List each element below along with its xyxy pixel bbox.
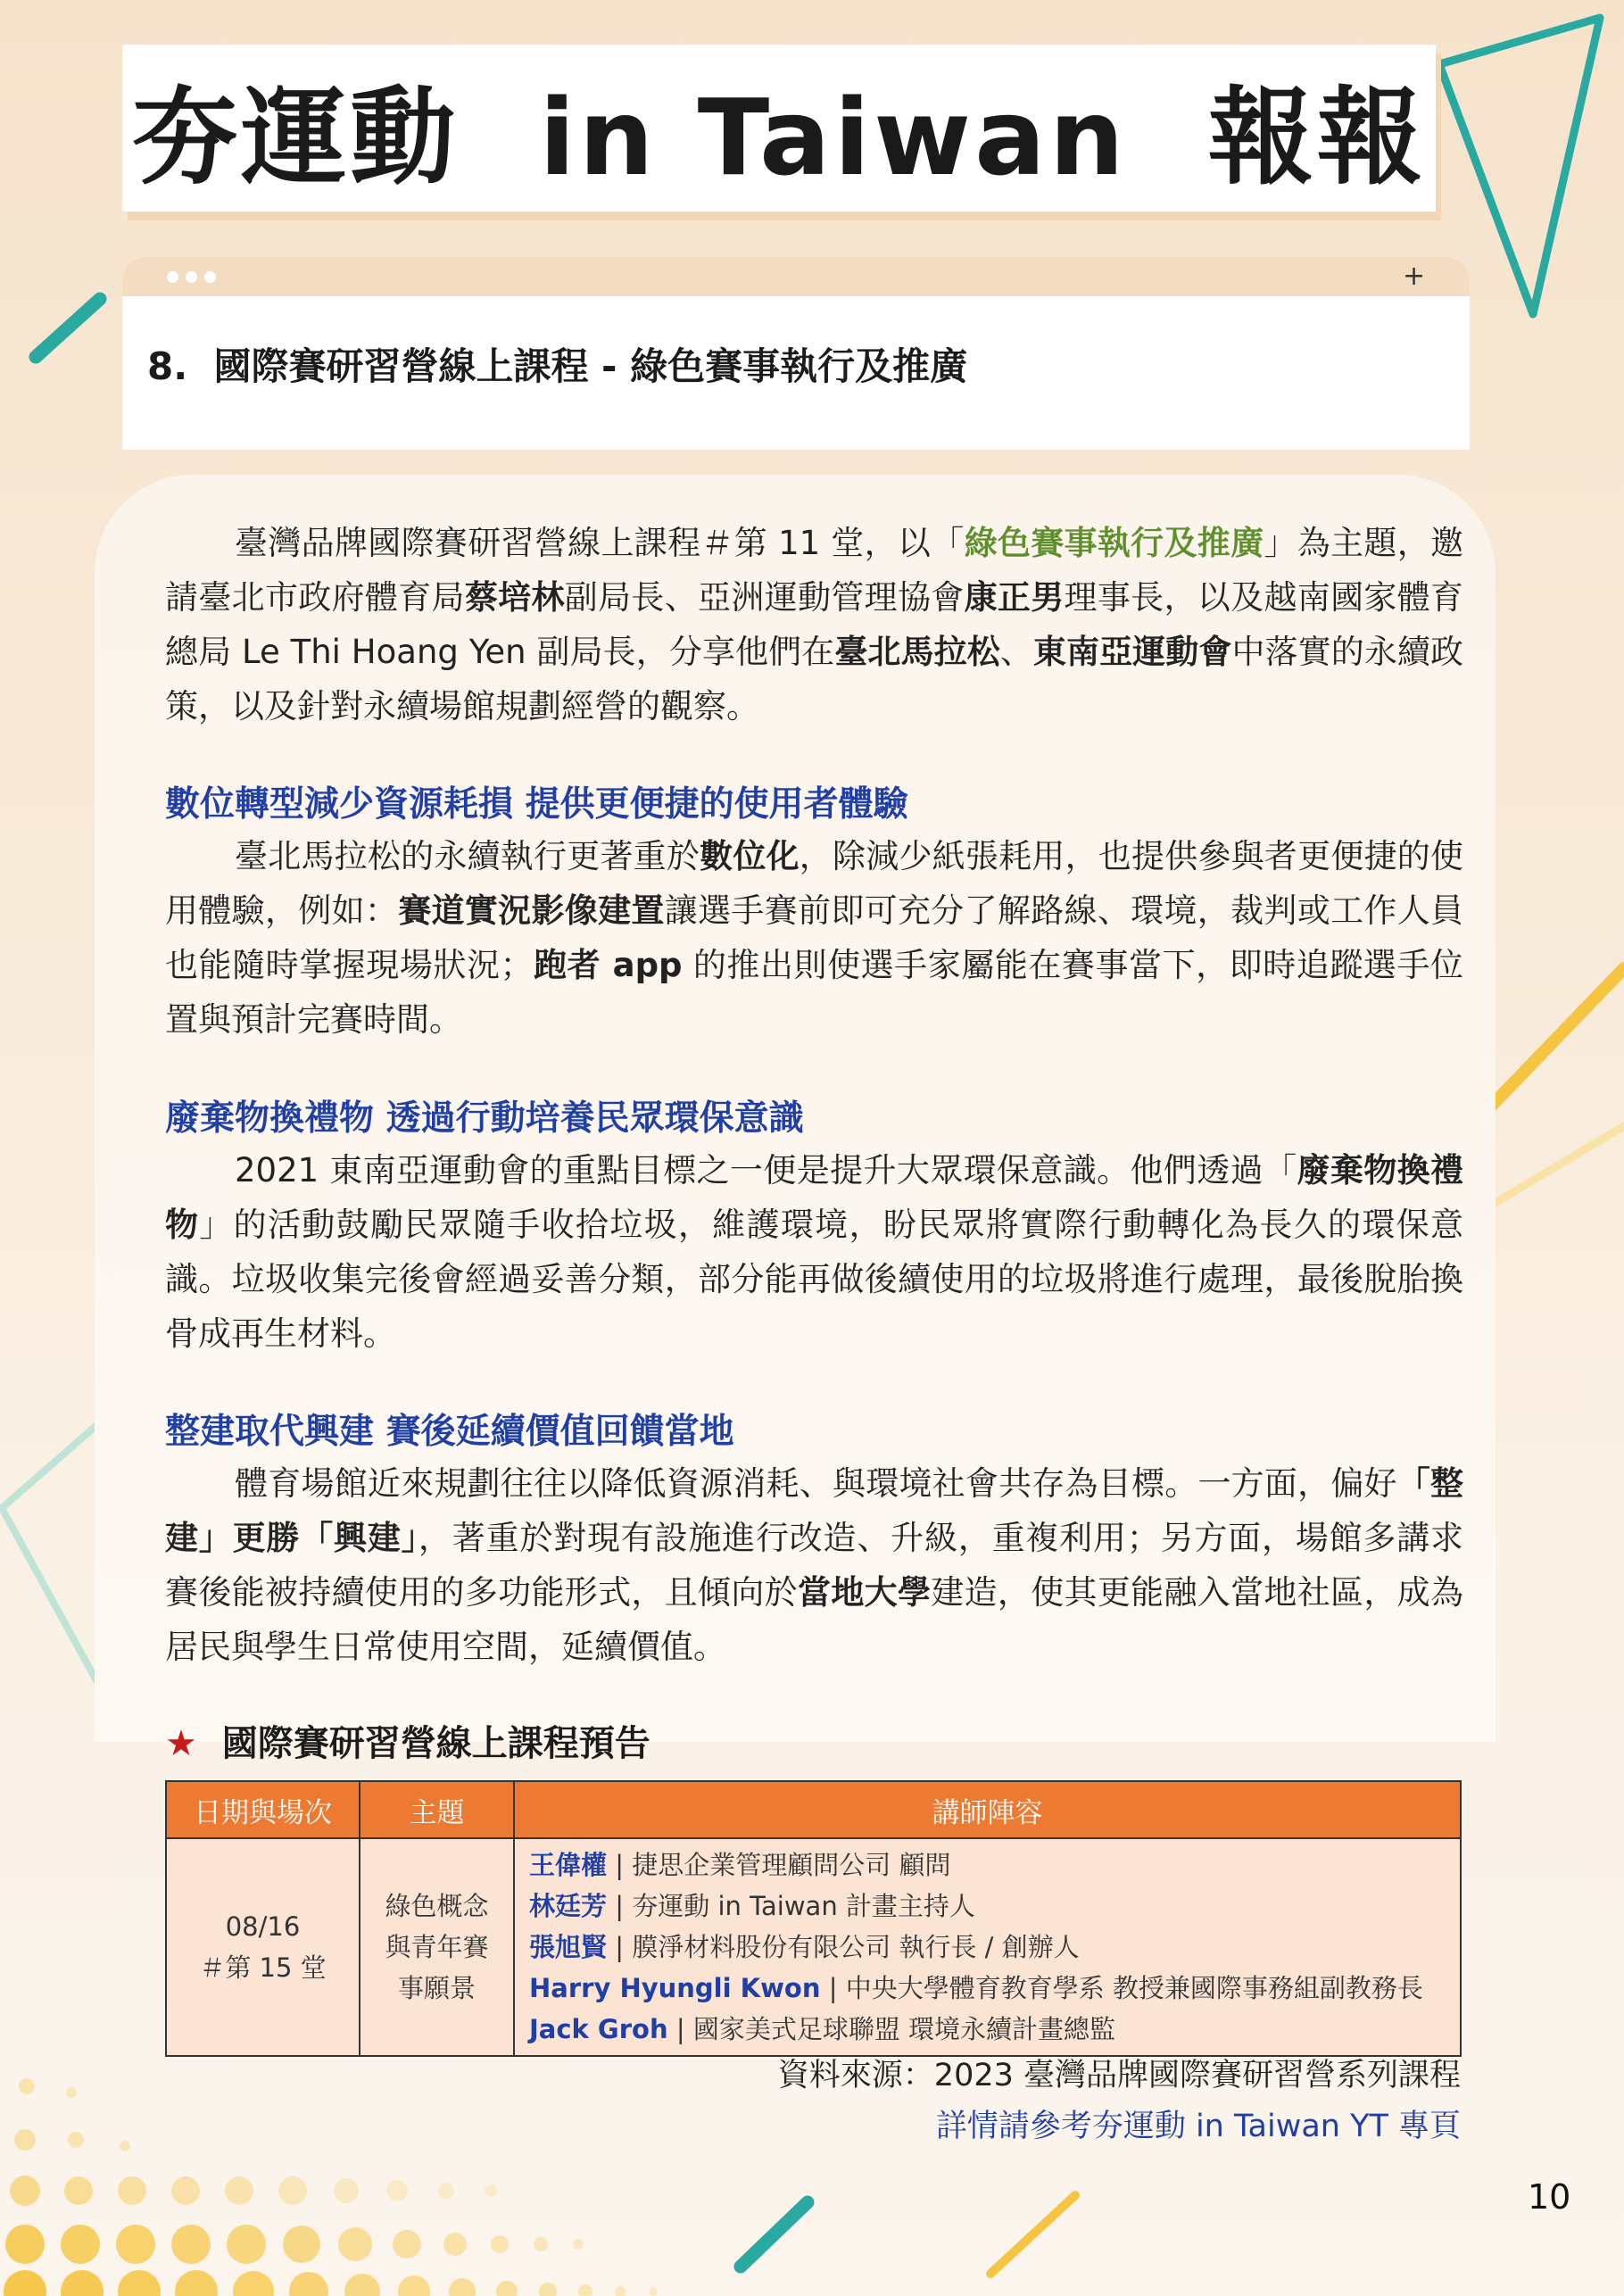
page-number: 10 xyxy=(1528,2177,1571,2217)
teal-stroke-bottom xyxy=(741,2202,808,2267)
section-title-text: 國際賽研習營線上課程 - 綠色賽事執行及推廣 xyxy=(213,344,968,388)
subheading-digital: 數位轉型減少資源耗損 提供更便捷的使用者體驗 xyxy=(165,784,908,825)
theme-highlight: 綠色賽事執行及推廣 xyxy=(964,524,1264,562)
window-dot xyxy=(167,271,178,283)
window-title-bar xyxy=(122,257,1470,296)
table-header-row xyxy=(166,1781,1461,1838)
section-title xyxy=(147,337,967,391)
yellow-stroke-bottom xyxy=(990,2195,1075,2274)
teal-stroke-left xyxy=(36,299,100,357)
youtube-reference-link[interactable]: 詳情請參考夯運動 in Taiwan YT 專頁 xyxy=(935,2109,1461,2144)
window-dot xyxy=(186,271,197,283)
source-note: 資料來源：2023 臺灣品牌國際賽研習營系列課程 xyxy=(777,2058,1461,2093)
speaker-line: 王偉權 | 捷思企業管理顧問公司 顧問 xyxy=(529,1850,951,1880)
subheading-renovation: 整建取代興建 賽後延續價值回饋當地 xyxy=(165,1412,734,1452)
speaker-line: Jack Groh | 國家美式足球聯盟 環境永續計畫總監 xyxy=(529,2014,1116,2044)
table-header-topic: 主題 xyxy=(360,1781,514,1838)
paragraph-digital: 臺北馬拉松的永續執行更著重於數位化，除減少紙張耗用，也提供參與者更便捷的使用體驗，例如：賽道實況影像建置讓選手賽前即可充分了解路線、環境，裁判或工作人員也能隨時掌握現場狀況；跑者 app 的推出則使選手家屬能在賽事當下，即時追蹤選手位置與預計完賽時間。 xyxy=(165,837,1464,1039)
subheading-waste: 廢棄物換禮物 透過行動培養民眾環保意識 xyxy=(165,1098,804,1139)
speaker-line: 林廷芳 | 夯運動 in Taiwan 計畫主持人 xyxy=(529,1891,975,1921)
page-title: 夯運動 in Taiwan 報報 xyxy=(132,75,1426,199)
event-name: 臺北馬拉松 xyxy=(834,633,1000,671)
course-notice-title: ★ 國際賽研習營線上課程預告 xyxy=(165,1723,650,1764)
halftone-dots xyxy=(4,2078,658,2296)
header-title-box xyxy=(122,45,1436,211)
topic-cell: 綠色概念 與青年賽 事願景 xyxy=(360,1838,514,2056)
table-header-speakers: 講師陣容 xyxy=(514,1781,1461,1838)
date-cell: 08/16 ＃第 15 堂 xyxy=(166,1838,360,2056)
speakers-cell xyxy=(514,1838,1461,2056)
speaker-line: 張旭賢 | 膜淨材料股份有限公司 執行長 / 創辦人 xyxy=(529,1932,1080,1962)
paragraph-waste: 2021 東南亞運動會的重點目標之一便是提升大眾環保意識。他們透過「廢棄物換禮物」的活動鼓勵民眾隨手收拾垃圾，維護環境，盼民眾將實際行動轉化為長久的環保意識。垃圾收集完後會經過妥善分類，部分能再做後續使用的垃圾將進行處理，最後脫胎換骨成再生材料。 xyxy=(165,1151,1464,1353)
speaker-name: 康正男 xyxy=(964,578,1065,617)
paragraph-renovation: 體育場館近來規劃往往以降低資源消耗、與環境社會共存為目標。一方面，偏好「整建」更勝「興建」，著重於對現有設施進行改造、升級，重複利用；另方面，場館多講求賽後能被持續使用的多功能形式，且傾向於當地大學建造，使其更能融入當地社區，成為居民與學生日常使用空間，延續價值。 xyxy=(165,1464,1464,1666)
speaker-name: 蔡培林 xyxy=(464,578,565,617)
intro-paragraph: 臺灣品牌國際賽研習營線上課程＃第 11 堂，以「綠色賽事執行及推廣」為主題，邀請臺北市政府體育局蔡培林副局長、亞洲運動管理協會康正男理事長，以及越南國家體育總局 Le Thi Hoang Yen 副局長，分享他們在臺北馬拉松、東南亞運動會中落實的永續政策，以及針對永續場館規劃經營的觀察。 xyxy=(165,524,1464,725)
speaker-line: Harry Hyungli Kwon | 中央大學體育教育學系 教授兼國際事務組副教務長 xyxy=(529,1973,1423,2003)
table-row xyxy=(166,1838,1461,2056)
star-icon: ★ xyxy=(165,1723,197,1764)
event-name: 東南亞運動會 xyxy=(1032,633,1232,671)
section-number: 8. xyxy=(147,344,188,388)
window-dot xyxy=(204,271,216,283)
plus-icon: + xyxy=(1403,261,1426,292)
table-header-date: 日期與場次 xyxy=(166,1781,360,1838)
course-table xyxy=(165,1780,1462,2057)
